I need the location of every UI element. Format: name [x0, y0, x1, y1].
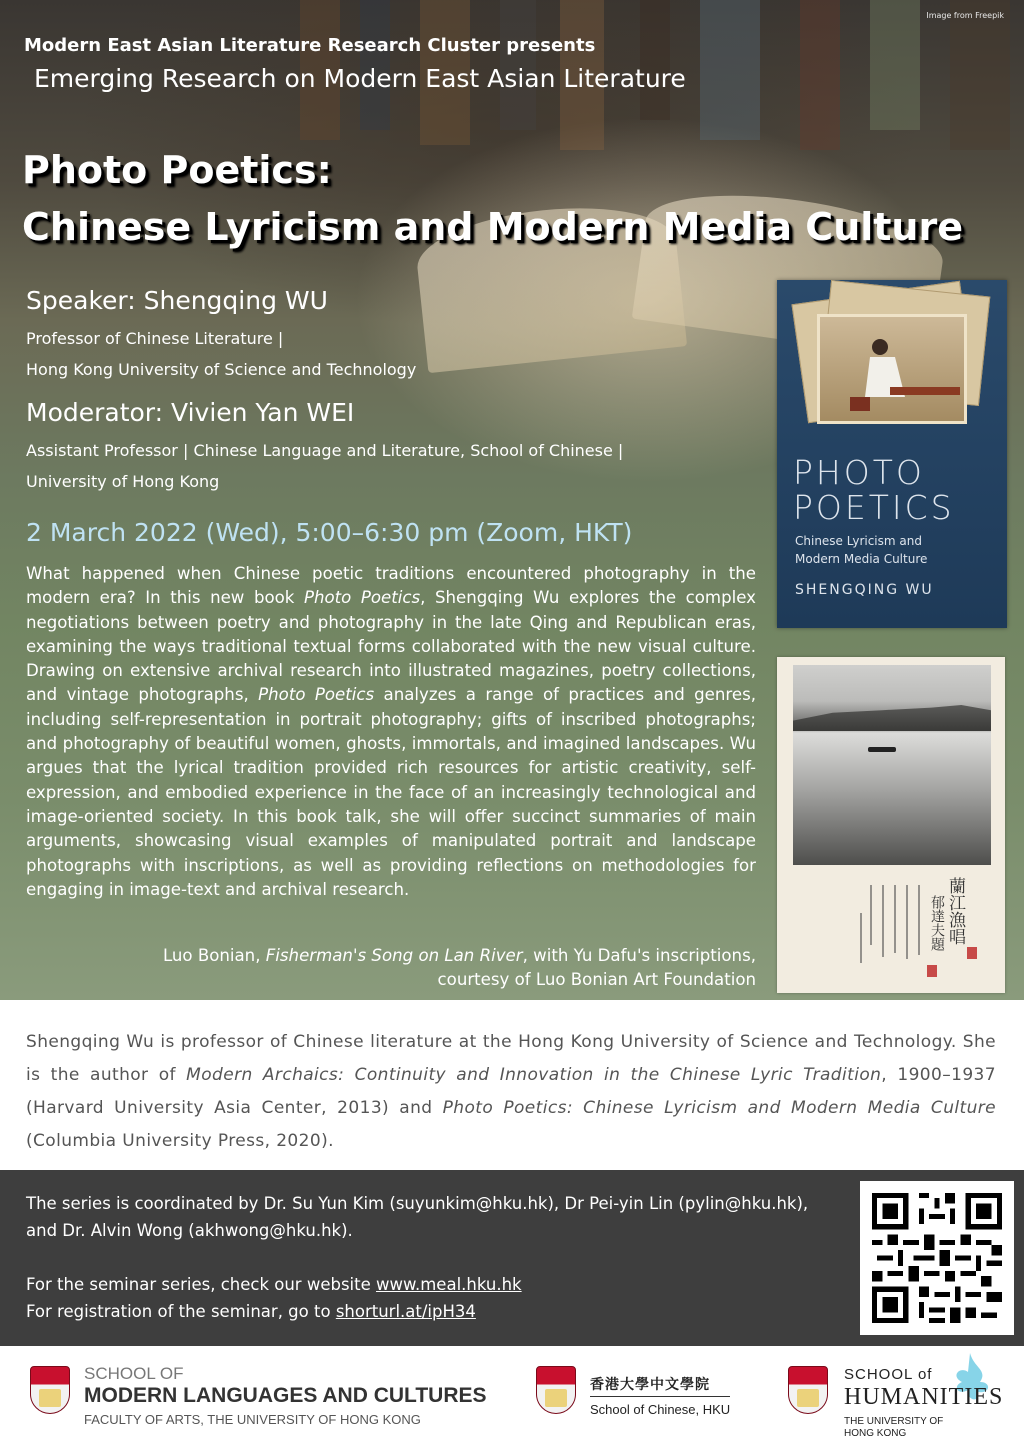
cover-title-line1: PHOTO [793, 453, 925, 492]
hku-shield-icon [30, 1366, 70, 1414]
speaker-bio-section [0, 1000, 1024, 1170]
soh-logo-line2: HUMANITIES [844, 1384, 1004, 1410]
hku-shield-icon [536, 1366, 576, 1414]
image-caption: Luo Bonian, Fisherman's Song on Lan River, with Yu Dafu's inscriptions, courtesy of Luo Bonian Art Foundation [162, 946, 756, 989]
smlc-logo-line1: SCHOOL OF [84, 1364, 184, 1383]
hku-shield-icon [788, 1366, 828, 1414]
cover-title-line2: POETICS [793, 488, 955, 527]
cover-photo-stack [795, 288, 983, 438]
moderator-name: Moderator: Vivien Yan WEI [26, 398, 355, 427]
website-line: For the seminar series, check our website www.meal.hku.hk [26, 1275, 522, 1294]
speaker-title: Professor of Chinese Literature | [26, 329, 284, 348]
logos-section [0, 1346, 1024, 1448]
book-cover-image [777, 280, 1007, 628]
inscription-signature: 郁達夫題 [929, 895, 945, 951]
cover-subtitle-line2: Modern Media Culture [795, 552, 928, 566]
soc-logo-english: School of Chinese, HKU [590, 1402, 731, 1417]
qr-code[interactable] [860, 1181, 1014, 1335]
presenter-line: Modern East Asian Literature Research Cluster presents [24, 35, 596, 56]
boat-shape [868, 747, 896, 752]
series-title: Emerging Research on Modern East Asian Literature [34, 64, 686, 93]
portrait-figure [820, 317, 970, 427]
image-credit: Image from Freepik [926, 11, 1004, 20]
registration-link[interactable]: shorturl.at/ipH34 [335, 1302, 476, 1321]
coordinators-line1: The series is coordinated by Dr. Su Yun Kim (suyunkim@hku.hk), Dr Pei-yin Lin (pylin@hku.hk), [26, 1194, 809, 1213]
soc-logo-chinese: 香港大學中文學院 [590, 1376, 710, 1392]
coordinators-line2: and Dr. Alvin Wong (akhwong@hku.hk). [26, 1221, 353, 1240]
vintage-photograph [777, 657, 1005, 993]
speaker-name: Speaker: Shengqing WU [26, 286, 328, 315]
soc-logo-divider [590, 1396, 730, 1397]
seal-stamp [927, 965, 937, 977]
smlc-logo-line3: FACULTY OF ARTS, THE UNIVERSITY OF HONG KONG [84, 1412, 421, 1427]
smlc-logo-line2: MODERN LANGUAGES AND CULTURES [84, 1384, 487, 1407]
soh-logo-line1: SCHOOL of [844, 1366, 933, 1383]
event-title-line1: Photo Poetics: [22, 148, 332, 192]
soh-logo-line3: THE UNIVERSITY OF [844, 1416, 944, 1427]
event-date: 2 March 2022 (Wed), 5:00–6:30 pm (Zoom, HKT) [26, 518, 633, 547]
cover-subtitle-line1: Chinese Lyricism and [795, 534, 922, 548]
cover-author: SHENGQING WU [795, 582, 934, 598]
soh-logo-line4: HONG KONG [844, 1428, 907, 1439]
event-title-line2: Chinese Lyricism and Modern Media Culture [22, 205, 964, 249]
event-description: What happened when Chinese poetic traditions encountered photography in the modern era? In this new book Photo Poetics, Shengqing Wu explores the complex negotiations between poetry and photography in the late Qing and Republican eras, examining the ways traditional textual forms collaborated with the new visual culture. Drawing on extensive archival research into illustrated magazines, poetry collections, and vintage photographs, Photo Poetics analyzes a range of practices and genres, including self-representation in portrait photography; gifts of inscribed photographs; and photography of beautiful women, ghosts, immortals, and imagined landscapes. Wu argues that the lyrical tradition provided rich resources for artistic creativity, self-expression, and embodied experience in the face of an increasingly technological and image-oriented society. In this book talk, she will offer succinct summaries of main arguments, showcasing visual examples of manipulated portrait and landscape photographs with inscriptions, as well as providing reflections on methodologies for engaging in image-text and archival research. [26, 564, 756, 899]
website-link[interactable]: www.meal.hku.hk [376, 1275, 522, 1294]
moderator-affiliation: University of Hong Kong [26, 472, 220, 491]
speaker-bio: Shengqing Wu is professor of Chinese literature at the Hong Kong University of Science and Technology. She is the author of Modern Archaics: Continuity and Innovation in the Chinese Lyric Tradition, 1900–1937 (Harvard University Asia Center, 2013) and Photo Poetics: Chinese Lyricism and Modern Media Culture (Columbia University Press, 2020). [26, 1032, 996, 1151]
moderator-title: Assistant Professor | Chinese Language and Literature, School of Chinese | [26, 441, 624, 460]
footer-section [0, 1170, 1024, 1346]
inscription-title: 蘭江漁唱 [945, 877, 965, 945]
inscription-calligraphy [857, 883, 927, 973]
registration-line: For registration of the seminar, go to shorturl.at/ipH34 [26, 1302, 476, 1321]
speaker-affiliation: Hong Kong University of Science and Technology [26, 360, 417, 379]
seal-stamp [967, 947, 977, 959]
lake-photo [793, 665, 991, 865]
